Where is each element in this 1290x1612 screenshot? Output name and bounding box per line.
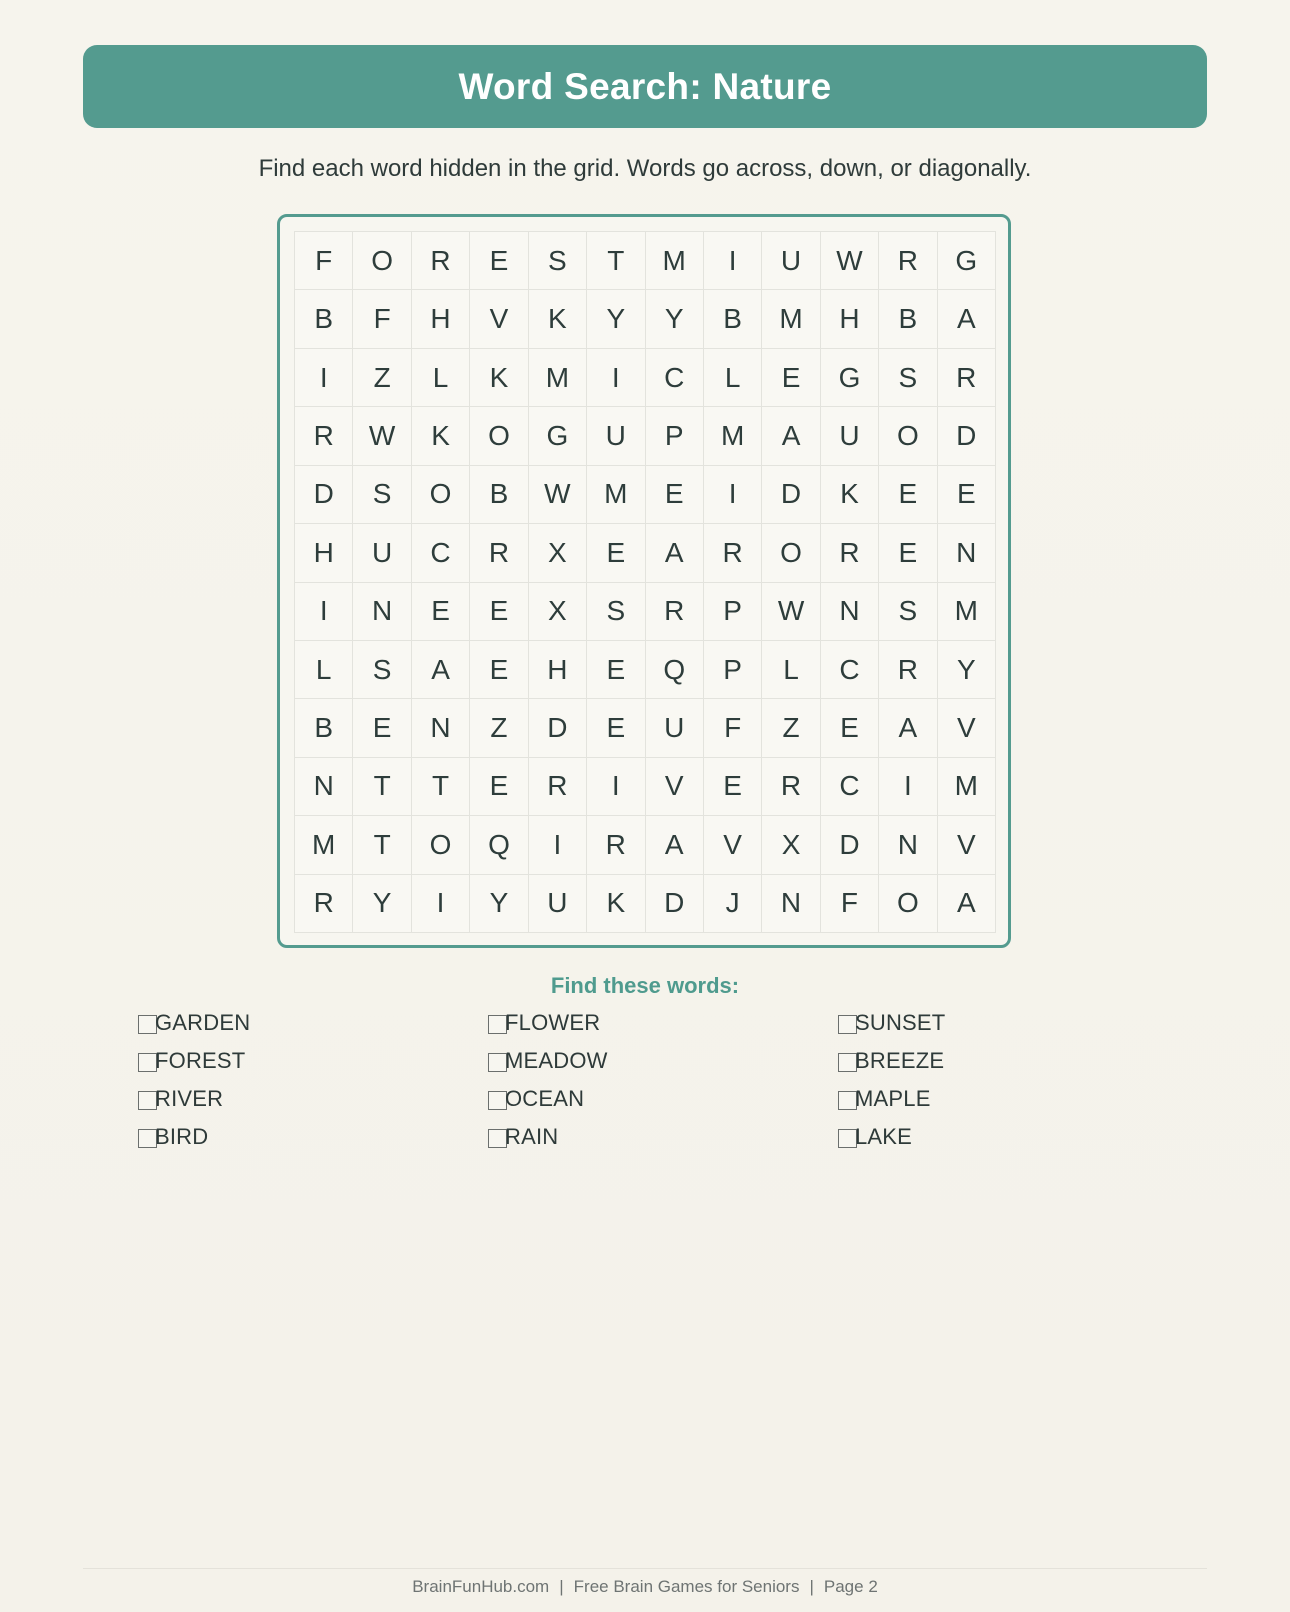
grid-cell[interactable]: X xyxy=(762,816,820,874)
word-item[interactable] xyxy=(138,1122,208,1152)
word-item[interactable] xyxy=(138,1084,223,1114)
grid-cell[interactable]: C xyxy=(646,349,704,407)
grid-cell[interactable]: R xyxy=(470,524,528,582)
grid-cell[interactable]: D xyxy=(529,699,587,757)
footer-divider xyxy=(83,1568,1207,1569)
footer-site: BrainFunHub.com xyxy=(412,1577,550,1596)
grid-cell[interactable]: P xyxy=(704,641,762,699)
word-item[interactable] xyxy=(488,1008,600,1038)
grid-cell[interactable]: F xyxy=(704,699,762,757)
grid-cell[interactable]: F xyxy=(821,875,879,933)
grid-cell[interactable]: C xyxy=(412,524,470,582)
grid-cell[interactable]: R xyxy=(295,407,353,465)
grid-cell[interactable]: Z xyxy=(353,349,411,407)
grid-cell[interactable]: W xyxy=(762,583,820,641)
grid-cell[interactable]: B xyxy=(295,699,353,757)
grid-cell[interactable]: E xyxy=(412,583,470,641)
word-label: RAIN xyxy=(505,1124,559,1149)
grid-cell[interactable]: Z xyxy=(470,699,528,757)
word-item[interactable] xyxy=(488,1122,558,1152)
grid-cell[interactable]: V xyxy=(646,758,704,816)
grid-cell[interactable]: E xyxy=(587,641,645,699)
grid-cell[interactable]: E xyxy=(470,641,528,699)
grid-cell[interactable]: O xyxy=(762,524,820,582)
grid-cell[interactable]: S xyxy=(353,641,411,699)
grid-cell[interactable]: M xyxy=(704,407,762,465)
grid-cell[interactable]: I xyxy=(587,349,645,407)
grid-cell[interactable]: S xyxy=(879,583,937,641)
grid-cell[interactable]: A xyxy=(412,641,470,699)
grid-cell[interactable]: V xyxy=(704,816,762,874)
grid-cell[interactable]: I xyxy=(295,583,353,641)
grid-cell[interactable]: R xyxy=(879,641,937,699)
grid-cell[interactable]: L xyxy=(412,349,470,407)
grid-cell[interactable]: B xyxy=(879,290,937,348)
grid-cell[interactable]: B xyxy=(470,466,528,524)
grid-cell[interactable]: E xyxy=(879,466,937,524)
grid-cell[interactable]: H xyxy=(412,290,470,348)
grid-cell[interactable]: O xyxy=(412,466,470,524)
grid-cell[interactable]: E xyxy=(646,466,704,524)
grid-cell[interactable]: U xyxy=(529,875,587,933)
word-label: FLOWER xyxy=(505,1010,601,1035)
grid-cell[interactable]: E xyxy=(587,699,645,757)
grid-cell[interactable]: A xyxy=(762,407,820,465)
grid-cell[interactable]: O xyxy=(470,407,528,465)
grid-cell[interactable]: E xyxy=(762,349,820,407)
grid-cell[interactable]: P xyxy=(646,407,704,465)
grid-cell[interactable]: H xyxy=(295,524,353,582)
grid-cell[interactable]: O xyxy=(412,816,470,874)
footer-page-number: Page 2 xyxy=(823,1577,878,1596)
grid-cell[interactable]: E xyxy=(821,699,879,757)
grid-cell[interactable]: A xyxy=(938,875,996,933)
grid-cell[interactable]: A xyxy=(646,524,704,582)
grid-cell[interactable]: R xyxy=(529,758,587,816)
grid-cell[interactable]: K xyxy=(587,875,645,933)
grid-cell[interactable]: O xyxy=(353,232,411,290)
grid-cell[interactable]: R xyxy=(412,232,470,290)
grid-cell[interactable]: M xyxy=(938,583,996,641)
grid-cell[interactable]: Y xyxy=(646,290,704,348)
grid-cell[interactable]: A xyxy=(646,816,704,874)
grid-cell[interactable]: W xyxy=(353,407,411,465)
word-item[interactable] xyxy=(488,1084,584,1114)
word-item[interactable] xyxy=(138,1046,245,1076)
grid-cell[interactable]: L xyxy=(704,349,762,407)
grid-cell[interactable]: V xyxy=(938,699,996,757)
grid-cell[interactable]: I xyxy=(879,758,937,816)
grid-cell[interactable]: D xyxy=(938,407,996,465)
grid-cell[interactable]: P xyxy=(704,583,762,641)
grid-cell[interactable]: N xyxy=(821,583,879,641)
grid-cell[interactable]: K xyxy=(470,349,528,407)
word-label: SUNSET xyxy=(855,1010,946,1035)
grid-cell[interactable]: J xyxy=(704,875,762,933)
grid-cell[interactable]: D xyxy=(295,466,353,524)
grid-cell[interactable]: U xyxy=(821,407,879,465)
grid-cell[interactable]: E xyxy=(470,758,528,816)
grid-cell[interactable]: S xyxy=(587,583,645,641)
grid-cell[interactable]: O xyxy=(879,407,937,465)
word-list xyxy=(138,1008,1188,1168)
grid-cell[interactable]: W xyxy=(529,466,587,524)
grid-cell[interactable]: X xyxy=(529,583,587,641)
grid-cell[interactable]: R xyxy=(762,758,820,816)
footer xyxy=(0,1577,1290,1597)
grid-cell[interactable]: R xyxy=(938,349,996,407)
grid-cell[interactable]: F xyxy=(295,232,353,290)
grid-cell[interactable]: N xyxy=(353,583,411,641)
word-label: OCEAN xyxy=(505,1086,585,1111)
footer-tagline: Free Brain Games for Seniors xyxy=(573,1577,800,1596)
grid-cell[interactable]: E xyxy=(704,758,762,816)
grid-cell[interactable]: R xyxy=(704,524,762,582)
grid-cell[interactable]: E xyxy=(938,466,996,524)
word-label: GARDEN xyxy=(155,1010,251,1035)
words-heading: Find these words: xyxy=(550,973,740,998)
word-label: LAKE xyxy=(855,1124,913,1149)
word-label: RIVER xyxy=(155,1086,224,1111)
grid-cell[interactable]: I xyxy=(529,816,587,874)
word-item[interactable] xyxy=(838,1084,931,1114)
grid-cell[interactable]: H xyxy=(821,290,879,348)
word-label: BIRD xyxy=(155,1124,209,1149)
grid-cell[interactable]: H xyxy=(529,641,587,699)
word-item[interactable] xyxy=(838,1008,945,1038)
grid-cell[interactable]: D xyxy=(762,466,820,524)
grid-cell[interactable]: M xyxy=(762,290,820,348)
grid-cell[interactable]: X xyxy=(529,524,587,582)
grid-cell[interactable]: N xyxy=(762,875,820,933)
word-item[interactable] xyxy=(138,1008,250,1038)
grid-cell[interactable]: B xyxy=(704,290,762,348)
word-item[interactable] xyxy=(838,1046,944,1076)
word-label: BREEZE xyxy=(855,1048,945,1073)
grid-cell[interactable]: K xyxy=(412,407,470,465)
grid-cell[interactable]: S xyxy=(353,466,411,524)
grid-cell[interactable]: E xyxy=(470,583,528,641)
grid-cell[interactable]: V xyxy=(938,816,996,874)
grid-cell[interactable]: B xyxy=(295,290,353,348)
instructions-text: Find each word hidden in the grid. Words go across, down, or diagonally. xyxy=(258,155,1032,182)
grid-cell[interactable]: Y xyxy=(938,641,996,699)
grid-cell[interactable]: C xyxy=(821,641,879,699)
grid-cell[interactable]: G xyxy=(938,232,996,290)
grid-cell[interactable]: R xyxy=(587,816,645,874)
grid-cell[interactable]: Y xyxy=(353,875,411,933)
grid-cell[interactable]: I xyxy=(704,466,762,524)
grid-cell[interactable]: K xyxy=(821,466,879,524)
grid-cell[interactable]: I xyxy=(295,349,353,407)
grid-cell[interactable]: R xyxy=(295,875,353,933)
grid-cell[interactable]: A xyxy=(879,699,937,757)
grid-cell[interactable]: Z xyxy=(762,699,820,757)
grid-cell[interactable]: E xyxy=(587,524,645,582)
page-title: Word Search: Nature xyxy=(458,65,832,107)
grid-cell[interactable]: A xyxy=(938,290,996,348)
grid-cell[interactable]: U xyxy=(587,407,645,465)
grid-cell[interactable]: Y xyxy=(587,290,645,348)
grid-cell[interactable]: U xyxy=(762,232,820,290)
grid-cell[interactable]: R xyxy=(821,524,879,582)
footer-separator: | xyxy=(559,1577,564,1596)
grid-cell[interactable]: W xyxy=(821,232,879,290)
grid-cell[interactable]: D xyxy=(646,875,704,933)
grid-cell[interactable]: M xyxy=(295,816,353,874)
grid-cell[interactable]: V xyxy=(470,290,528,348)
grid-cell[interactable]: U xyxy=(353,524,411,582)
grid-cell[interactable]: E xyxy=(470,232,528,290)
word-label: MAPLE xyxy=(855,1086,931,1111)
grid-cell[interactable]: N xyxy=(295,758,353,816)
grid-cell[interactable]: R xyxy=(879,232,937,290)
grid-cell[interactable]: L xyxy=(762,641,820,699)
word-item[interactable] xyxy=(838,1122,912,1152)
grid-cell[interactable]: M xyxy=(646,232,704,290)
grid-cell[interactable]: N xyxy=(412,699,470,757)
grid-cell[interactable]: I xyxy=(704,232,762,290)
grid-cell[interactable]: I xyxy=(587,758,645,816)
grid-cell[interactable]: E xyxy=(353,699,411,757)
word-label: FOREST xyxy=(155,1048,246,1073)
grid-cell[interactable]: T xyxy=(353,816,411,874)
letter-grid xyxy=(294,231,996,933)
grid-cell[interactable]: T xyxy=(353,758,411,816)
grid-cell[interactable]: F xyxy=(353,290,411,348)
grid-cell[interactable]: M xyxy=(529,349,587,407)
grid-cell[interactable]: U xyxy=(646,699,704,757)
grid-cell[interactable]: L xyxy=(295,641,353,699)
grid-cell[interactable]: Q xyxy=(646,641,704,699)
grid-cell[interactable]: I xyxy=(412,875,470,933)
grid-cell[interactable]: N xyxy=(879,816,937,874)
grid-cell[interactable]: O xyxy=(879,875,937,933)
grid-cell[interactable]: Y xyxy=(470,875,528,933)
footer-separator: | xyxy=(809,1577,814,1596)
grid-cell[interactable]: T xyxy=(412,758,470,816)
word-item[interactable] xyxy=(488,1046,608,1076)
grid-cell[interactable]: S xyxy=(879,349,937,407)
grid-cell[interactable]: R xyxy=(646,583,704,641)
grid-cell[interactable]: S xyxy=(529,232,587,290)
title-banner xyxy=(83,45,1207,128)
grid-cell[interactable]: D xyxy=(821,816,879,874)
grid-cell[interactable]: C xyxy=(821,758,879,816)
grid-cell[interactable]: T xyxy=(587,232,645,290)
grid-cell[interactable]: M xyxy=(938,758,996,816)
grid-cell[interactable]: M xyxy=(587,466,645,524)
grid-cell[interactable]: G xyxy=(821,349,879,407)
grid-cell[interactable]: N xyxy=(938,524,996,582)
grid-cell[interactable]: E xyxy=(879,524,937,582)
grid-cell[interactable]: Q xyxy=(470,816,528,874)
grid-cell[interactable]: G xyxy=(529,407,587,465)
word-label: MEADOW xyxy=(505,1048,608,1073)
grid-cell[interactable]: K xyxy=(529,290,587,348)
